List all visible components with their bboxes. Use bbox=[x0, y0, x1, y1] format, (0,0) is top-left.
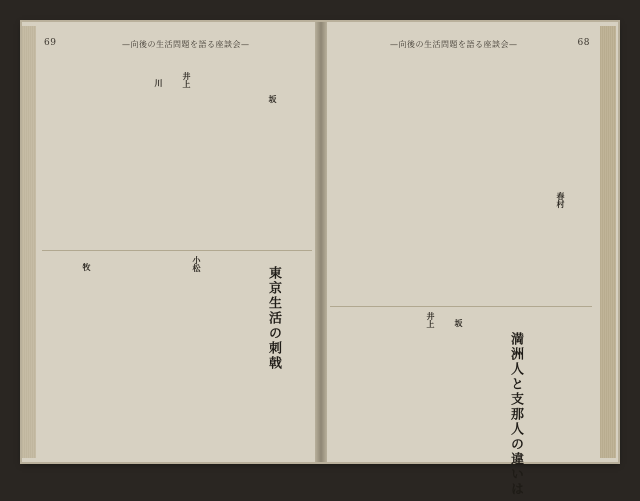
left-speaker-3-label: 川 bbox=[154, 79, 164, 87]
left-speaker-4-label: 小松 bbox=[192, 256, 202, 272]
left-speaker-1-label: 坂 bbox=[268, 95, 278, 103]
right-speaker-2-label: 井上 bbox=[426, 312, 436, 328]
left-speaker-2-label: 井上 bbox=[182, 72, 192, 88]
left-page-number: 69 bbox=[44, 38, 57, 48]
right-section-title-text: 満洲人と支那人の違いは bbox=[508, 332, 523, 497]
page-edge-left bbox=[22, 26, 36, 458]
left-speaker-5 bbox=[82, 256, 93, 275]
left-speaker-2 bbox=[182, 72, 204, 92]
right-page-divider bbox=[330, 306, 592, 307]
left-section-title-text: 東京生活の刺戟 bbox=[266, 266, 281, 371]
right-page-header bbox=[330, 36, 592, 56]
left-speaker-1 bbox=[268, 88, 279, 107]
right-running-head: —向後の生活問題を語る座談会— bbox=[390, 40, 518, 49]
right-speaker-2 bbox=[426, 312, 448, 332]
left-page bbox=[42, 36, 312, 446]
right-speaker-1 bbox=[556, 192, 578, 212]
right-page bbox=[330, 36, 592, 497]
right-page-number: 68 bbox=[577, 38, 590, 48]
left-speaker-4 bbox=[192, 256, 214, 276]
left-page-divider bbox=[42, 250, 312, 251]
left-page-header bbox=[42, 36, 312, 56]
book-gutter bbox=[315, 22, 327, 462]
right-speaker-3 bbox=[454, 312, 465, 331]
left-speaker-3 bbox=[154, 72, 165, 91]
left-running-head: —向後の生活問題を語る座談会— bbox=[122, 40, 250, 49]
left-speaker-5-label: 牧 bbox=[82, 263, 92, 271]
right-speaker-3-label: 坂 bbox=[454, 319, 464, 327]
right-section-title bbox=[506, 332, 640, 501]
right-speaker-1-label: 春村 bbox=[556, 192, 566, 208]
